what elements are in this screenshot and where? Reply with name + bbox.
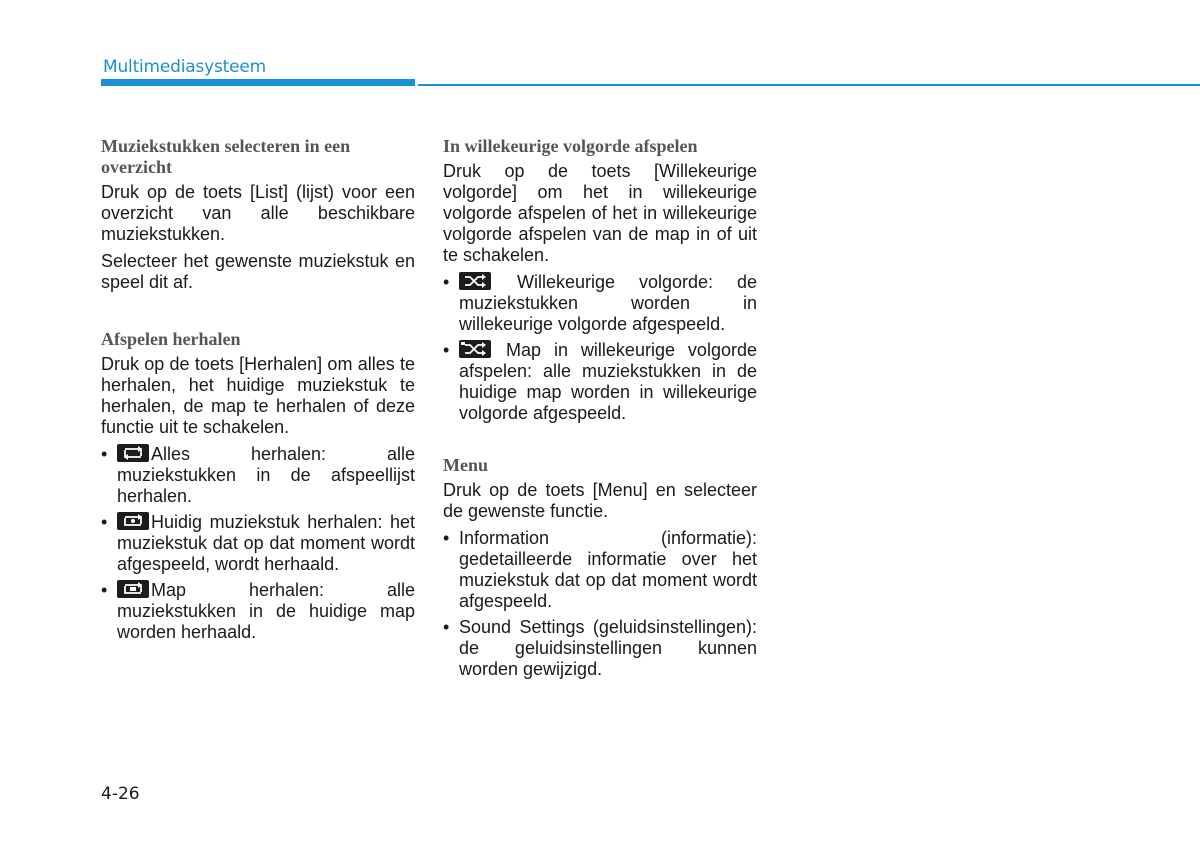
- paragraph-menu-button: Druk op de toets [Menu] en selecteer de gewenste functie.: [443, 480, 757, 521]
- paragraph-list-button: Druk op de toets [List] (lijst) voor een overzicht van alle beschikbare muziekstukken.: [101, 182, 415, 244]
- heading-select-tracks-list: Muziekstukken selecteren in een overzicht: [101, 136, 351, 177]
- paragraph-select-track: Selecteer het gewenste muziekstuk en speel dit af.: [101, 251, 415, 292]
- menu-sound-settings-text: Sound Settings (geluidsinstellingen): de geluidsinstellingen kunnen worden gewijzigd.: [459, 617, 757, 679]
- paragraph-repeat-button: Druk op de toets [Herhalen] om alles te herhalen, het huidige muziekstuk te herhalen, de map te herhalen of deze functie uit te schakelen.: [101, 354, 415, 437]
- bullet: •: [101, 580, 108, 600]
- left-column: [101, 136, 415, 648]
- heading-repeat: Afspelen herhalen: [101, 329, 241, 349]
- shuffle-icon: [459, 272, 491, 290]
- list-item: [101, 580, 415, 643]
- list-item: [443, 617, 757, 680]
- list-item: [443, 528, 757, 612]
- bullet: •: [443, 340, 450, 360]
- menu-options-list: [443, 528, 757, 680]
- bullet: •: [443, 528, 450, 548]
- shuffle-options-list: [443, 272, 757, 424]
- repeat-options-list: [101, 444, 415, 643]
- shuffle-folder-text: Map in willekeurige volgorde afspelen: alle muziekstukken in de huidige map worden in willekeurige volgorde afgespeeld.: [459, 340, 757, 423]
- page-number: 4-26: [101, 784, 140, 804]
- repeat-folder-text: Map herhalen: alle muziekstukken in de huidige map worden herhaald.: [117, 580, 415, 642]
- bullet: •: [443, 272, 450, 292]
- bullet: •: [101, 512, 108, 532]
- list-item: [101, 512, 415, 575]
- heading-menu: Menu: [443, 455, 488, 475]
- menu-information-text: Information (informatie): gedetailleerde informatie over het muziekstuk dat op dat moment wordt afgespeeld.: [459, 528, 757, 611]
- bullet: •: [101, 444, 108, 464]
- shuffle-folder-icon: [459, 340, 491, 358]
- header-divider-line: [418, 84, 1200, 86]
- header-accent-bar: [101, 79, 415, 86]
- repeat-all-icon: [117, 444, 149, 462]
- section-title: Multimediasysteem: [103, 57, 267, 77]
- right-column: [443, 136, 757, 685]
- repeat-folder-icon: [117, 580, 149, 598]
- repeat-one-icon: [117, 512, 149, 530]
- repeat-all-text: Alles herhalen: alle muziekstukken in de afspeellijst herhalen.: [117, 444, 415, 506]
- list-item: [443, 340, 757, 424]
- heading-shuffle: In willekeurige volgorde afspelen: [443, 136, 698, 156]
- shuffle-text: Willekeurige volgorde: de muziekstukken worden in willekeurige volgorde afgespeeld.: [459, 272, 757, 334]
- bullet: •: [443, 617, 450, 637]
- list-item: [101, 444, 415, 507]
- list-item: [443, 272, 757, 335]
- repeat-one-text: Huidig muziekstuk herhalen: het muziekstuk dat op dat moment wordt afgespeeld, wordt herhaald.: [117, 512, 415, 574]
- paragraph-shuffle-button: Druk op de toets [Willekeurige volgorde] om het in willekeurige volgorde afspelen of het in willekeurige volgorde afspelen van de map in of uit te schakelen.: [443, 161, 757, 265]
